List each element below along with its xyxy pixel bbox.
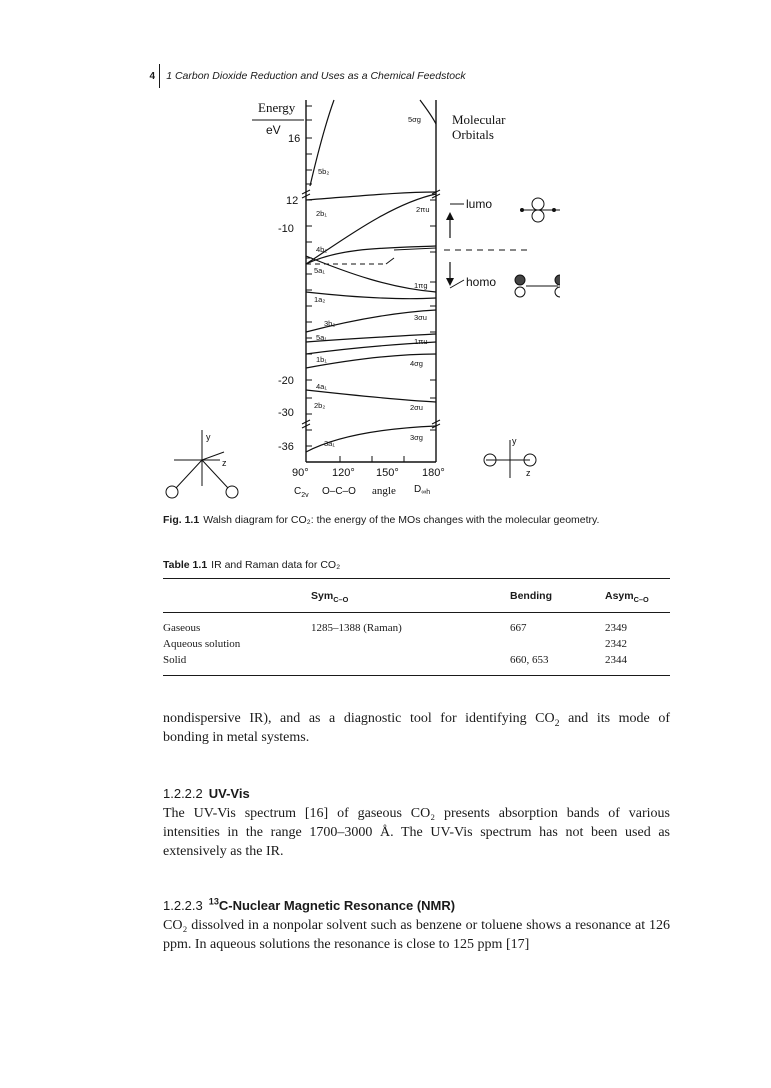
header-bending: Bending [510, 590, 552, 602]
figure-caption-label: Fig. 1.1 [163, 514, 200, 526]
y-tick-minus20: -20 [278, 375, 294, 387]
axis-z-right: z [526, 468, 531, 478]
paragraph-ir: nondispersive IR), and as a diagnostic tool for identifying $CO_2$ and its mode of bonding in metal systems. [163, 711, 670, 746]
y-tick-minus30: -30 [278, 407, 294, 419]
orb-2b1: 2b₁ [316, 209, 327, 218]
axis-z-left: z [222, 458, 227, 468]
curve-5sigma-g [420, 100, 436, 124]
x-tick-90: 90° [292, 467, 309, 479]
orb-4sigma-g: 4σg [410, 359, 423, 368]
orb-1b1: 1b₁ [316, 355, 327, 364]
homo-label: homo [466, 275, 497, 289]
paragraph-uvvis: The UV-Vis spectrum [16] of gaseous CO₂ presents absorption bands of various intensities in the range 1700–3000 Å. The UV-Vis spectrum has not been used as extensively as the IR. [163, 806, 670, 860]
section-title-sup: 13 [208, 896, 219, 907]
orb-1a2: 1a₂ [314, 295, 326, 304]
orbitals-label: Orbitals [452, 127, 494, 142]
table-bottom-rule [163, 675, 670, 676]
y-axis-title: Energy [258, 100, 296, 115]
orb-1pi-u: 1πu [414, 337, 428, 346]
orb-5sigma-g: 5σg [408, 115, 421, 124]
x-axis-left: $C_{2v}$ [294, 486, 309, 499]
curve-1a2 [306, 292, 436, 299]
row-gaseous-bending: 667 [510, 622, 527, 634]
y-tick-minus10: -10 [278, 223, 294, 235]
table-title-text: IR and Raman data for CO₂ [211, 559, 341, 571]
y-tick-12: 12 [286, 195, 299, 207]
running-head [143, 64, 466, 88]
row-gaseous-name: Gaseous [163, 622, 201, 634]
section-title-nmr: C-Nuclear Magnetic Resonance (NMR) [218, 898, 456, 913]
molecular-label: Molecular [452, 112, 506, 127]
curve-2b1 [306, 192, 436, 200]
x-tick-120: 120° [332, 467, 355, 479]
row-solid-name: Solid [163, 654, 187, 666]
walsh-diagram [140, 92, 560, 502]
table-title [163, 559, 340, 571]
lumo-label: lumo [466, 197, 493, 211]
axis-y-left: y [206, 432, 211, 442]
section-number-uvvis: 1.2.2.2 [163, 786, 203, 801]
paragraph-nmr: CO₂ dissolved in a nonpolar solvent such as benzene or toluene shows a resonance at 126 ppm. In aqueous solutions the resonance is close to 125 ppm [17] [163, 918, 670, 953]
header-divider [159, 64, 160, 88]
arrow-down-head [446, 278, 454, 286]
x-tick-180: 180° [422, 467, 445, 479]
figure-caption [163, 514, 599, 526]
y-tick-minus36: -36 [278, 441, 294, 453]
x-axis-right: $D_{\infty h}$ [414, 484, 431, 496]
orb-1pi-g: 1πg [414, 281, 428, 290]
orb-4a1: 4a₁ [316, 382, 327, 391]
orb-3sigma-g: 3σg [410, 433, 423, 442]
orb-5a1: 5a₁ [314, 266, 325, 275]
homo-orbital-icon [515, 275, 560, 297]
orb-2pi-u: 2πu [416, 205, 430, 214]
page-number: 4 [149, 70, 155, 82]
orb-2b2: 2b₂ [314, 401, 326, 410]
row-gaseous-sym: 1285–1388 (Raman) [311, 622, 402, 634]
header-asym: Asym$_{C-O}$ [605, 590, 649, 605]
orb-5a1b: 5a₁ [316, 333, 327, 342]
section-heading-nmr [163, 898, 455, 913]
figure-caption-text: Walsh diagram for CO₂: the energy of the MOs changes with the molecular geometry. [203, 514, 600, 526]
orb-3sigma-u: 3σu [414, 313, 427, 322]
orb-2sigma-u: 2σu [410, 403, 423, 412]
x-axis-mid: O–C–O [322, 486, 356, 497]
row-aqueous-asym: 2342 [605, 638, 627, 650]
row-solid-bending: 660, 653 [510, 654, 549, 666]
table-label: Table 1.1 [163, 559, 208, 571]
axis-y-right: y [512, 436, 517, 446]
header-sym: Sym$_{C-O}$ [311, 590, 349, 605]
table-top-rule [163, 578, 670, 579]
orb-3a1: 3a₁ [324, 439, 335, 448]
orb-4b2: 4b₂ [316, 245, 328, 254]
bent-molecule-icon [166, 430, 238, 498]
x-tick-150: 150° [376, 467, 399, 479]
walsh-diagram-svg [140, 92, 560, 502]
table-header-rule [163, 612, 670, 613]
row-gaseous-asym: 2349 [605, 622, 627, 634]
row-solid-asym: 2344 [605, 654, 627, 666]
section-title-uvvis: UV-Vis [208, 786, 250, 801]
dashed-connector [386, 258, 394, 264]
row-aqueous-name: Aqueous solution [163, 638, 241, 650]
arrow-up-head [446, 212, 454, 220]
x-axis-word: angle [372, 485, 396, 497]
y-axis-unit: eV [266, 123, 281, 137]
curve-2b2 [306, 390, 436, 402]
lumo-orbital-icon [520, 198, 560, 222]
orb-5b2: 5b₂ [318, 167, 330, 176]
level-segment [394, 248, 436, 250]
orb-3b2: 3b₂ [324, 319, 336, 328]
section-number-nmr: 1.2.2.3 [163, 898, 203, 913]
running-title: 1 Carbon Dioxide Reduction and Uses as a Chemical Feedstock [166, 70, 466, 82]
y-tick-16: 16 [288, 133, 301, 145]
section-heading-uvvis [163, 786, 250, 801]
